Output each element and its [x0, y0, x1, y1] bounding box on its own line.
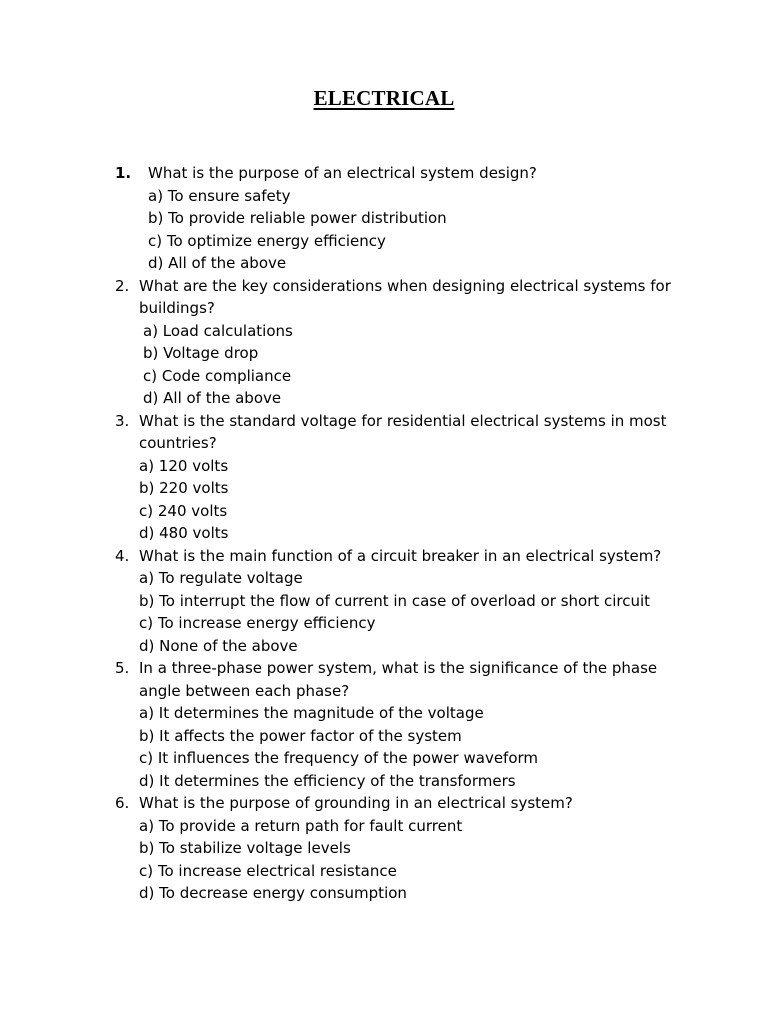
question-body	[139, 275, 675, 410]
option-c: c) It influences the frequency of the power waveform	[139, 749, 539, 767]
question-body	[139, 657, 675, 792]
option-c: c) 240 volts	[139, 501, 228, 520]
question-list	[115, 162, 675, 905]
question-5	[115, 657, 675, 792]
option-c: c) Code compliance	[143, 366, 292, 385]
option-c: c) To optimize energy efficiency	[148, 231, 386, 250]
option-b: b) It affects the power factor of the system	[139, 726, 462, 745]
question-body	[139, 545, 675, 658]
question-body	[144, 162, 675, 275]
option-b: b) To provide reliable power distribution	[148, 209, 447, 227]
option-a: a) It determines the magnitude of the voltage	[139, 704, 484, 722]
option-b: b) 220 volts	[139, 479, 229, 497]
question-text: What is the main function of a circuit breaker in an electrical system?	[139, 546, 662, 565]
question-text: What is the purpose of grounding in an electrical system?	[139, 794, 573, 812]
question-3	[115, 410, 675, 545]
option-b: b) To interrupt the flow of current in case of overload or short circuit	[139, 591, 651, 610]
question-6	[115, 792, 675, 905]
option-d: d) All of the above	[143, 389, 282, 407]
question-body	[139, 792, 675, 905]
option-d: d) All of the above	[148, 254, 287, 272]
question-1	[115, 162, 675, 275]
question-number: 1.	[115, 164, 132, 182]
question-text: What is the standard voltage for residential electrical systems in most countries?	[139, 411, 667, 452]
option-b: b) Voltage drop	[143, 344, 259, 362]
question-text: What are the key considerations when designing electrical systems for buildings?	[139, 276, 671, 317]
question-body	[139, 410, 675, 545]
option-b: b) To stabilize voltage levels	[139, 839, 351, 857]
question-2	[115, 275, 675, 410]
option-d: d) It determines the efficiency of the transformers	[139, 771, 516, 790]
question-number: 6.	[115, 794, 130, 812]
question-4	[115, 545, 675, 658]
option-a: a) To provide a return path for fault current	[139, 816, 463, 835]
option-a: a) To ensure safety	[148, 186, 291, 205]
option-a: a) To regulate voltage	[139, 569, 303, 587]
option-a: a) 120 volts	[139, 456, 229, 475]
question-number: 5.	[115, 659, 130, 677]
question-number: 3.	[115, 411, 130, 430]
option-a: a) Load calculations	[143, 321, 293, 340]
question-number: 4.	[115, 546, 130, 565]
question-number: 2.	[115, 276, 130, 295]
document-title: ELECTRICAL	[313, 86, 455, 110]
option-c: c) To increase energy efficiency	[139, 614, 376, 632]
option-c: c) To increase electrical resistance	[139, 861, 397, 880]
option-d: d) None of the above	[139, 636, 298, 655]
question-text: In a three-phase power system, what is the significance of the phase angle between each phase?	[139, 659, 658, 700]
option-d: d) To decrease energy consumption	[139, 884, 407, 902]
option-d: d) 480 volts	[139, 524, 229, 542]
question-text: What is the purpose of an electrical system design?	[148, 164, 537, 182]
